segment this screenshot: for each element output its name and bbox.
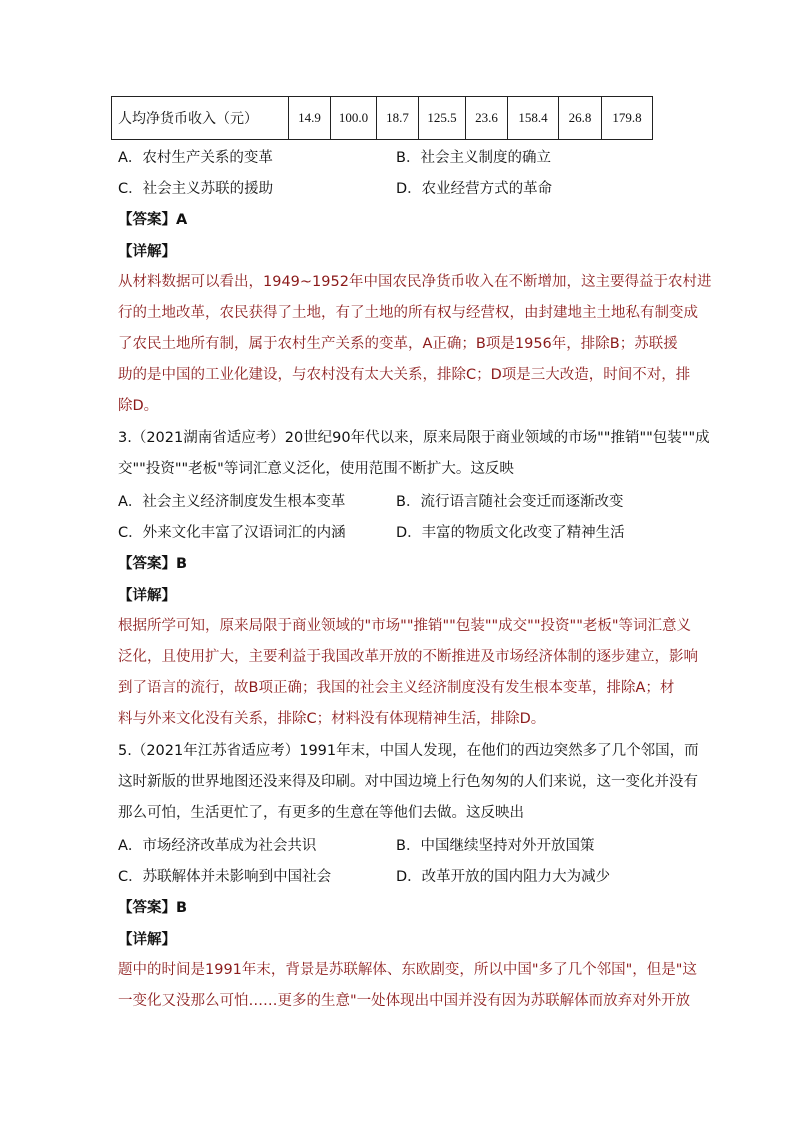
table-cell: 158.4 bbox=[508, 97, 559, 140]
option-a: A．市场经济改革成为社会共识 bbox=[118, 838, 317, 854]
income-table bbox=[111, 96, 653, 140]
explanation-line: 根据所学可知，原来局限于商业领域的"市场""推销""包装""成交""投资""老板"等词汇意义 bbox=[118, 618, 692, 634]
option-c: C．苏联解体并未影响到中国社会 bbox=[118, 869, 332, 885]
answer-label: 【答案】B bbox=[118, 900, 188, 916]
answer-label: 【答案】B bbox=[118, 556, 188, 572]
explanation-line: 从材料数据可以看出，1949~1952年中国农民净货币收入在不断增加，这主要得益于农村进 bbox=[118, 274, 712, 290]
option-a: A．社会主义经济制度发生根本变革 bbox=[118, 494, 346, 510]
question-stem: 3.（2021湖南省适应考）20世纪90年代以来，原来局限于商业领域的市场""推销""包装""成 bbox=[118, 430, 710, 446]
option-c: C．社会主义苏联的援助 bbox=[118, 181, 274, 197]
question-stem: 交""投资""老板"等词汇意义泛化，使用范围不断扩大。这反映 bbox=[118, 461, 514, 477]
detail-label: 【详解】 bbox=[118, 588, 176, 604]
table-cell: 26.8 bbox=[559, 97, 602, 140]
option-b: B．中国继续坚持对外开放国策 bbox=[396, 838, 595, 854]
table-cell: 23.6 bbox=[466, 97, 508, 140]
table-cell: 14.9 bbox=[289, 97, 331, 140]
question-stem: 那么可怕，生活更忙了，有更多的生意在等他们去做。这反映出 bbox=[118, 805, 524, 821]
option-a: A．农村生产关系的变革 bbox=[118, 150, 273, 166]
explanation-line: 一变化又没那么可怕……更多的生意"一处体现出中国并没有因为苏联解体而放弃对外开放 bbox=[118, 993, 691, 1009]
detail-label: 【详解】 bbox=[118, 932, 176, 948]
explanation-line: 除D。 bbox=[118, 398, 159, 414]
option-b: B．流行语言随社会变迁而逐渐改变 bbox=[396, 494, 624, 510]
option-d: D．丰富的物质文化改变了精神生活 bbox=[396, 525, 625, 541]
answer-label: 【答案】A bbox=[118, 212, 188, 228]
option-d: D．改革开放的国内阻力大为减少 bbox=[396, 869, 611, 885]
table-row bbox=[112, 97, 653, 140]
explanation-line: 到了语言的流行，故B项正确；我国的社会主义经济制度没有发生根本变革，排除A；材 bbox=[118, 680, 675, 696]
table-cell: 18.7 bbox=[377, 97, 419, 140]
explanation-line: 了农民土地所有制，属于农村生产关系的变革，A正确；B项是1956年，排除B；苏联援 bbox=[118, 336, 678, 352]
table-row-label: 人均净货币收入（元） bbox=[112, 97, 289, 140]
explanation-line: 题中的时间是1991年末，背景是苏联解体、东欧剧变，所以中国"多了几个邻国"，但是"这 bbox=[118, 962, 697, 978]
table-cell: 179.8 bbox=[602, 97, 653, 140]
detail-label: 【详解】 bbox=[118, 244, 176, 260]
option-c: C．外来文化丰富了汉语词汇的内涵 bbox=[118, 525, 346, 541]
option-d: D．农业经营方式的革命 bbox=[396, 181, 553, 197]
question-stem: 这时新版的世界地图还没来得及印刷。对中国边境上行色匆匆的人们来说，这一变化并没有 bbox=[118, 774, 698, 790]
question-stem: 5.（2021年江苏省适应考）1991年末，中国人发现，在他们的西边突然多了几个邻国，而 bbox=[118, 743, 699, 759]
explanation-line: 助的是中国的工业化建设，与农村没有太大关系，排除C；D项是三大改造，时间不对，排 bbox=[118, 367, 691, 383]
table-cell: 125.5 bbox=[419, 97, 466, 140]
table-cell: 100.0 bbox=[331, 97, 377, 140]
explanation-line: 行的土地改革，农民获得了土地，有了土地的所有权与经营权，由封建地主土地私有制变成 bbox=[118, 305, 698, 321]
explanation-line: 泛化，且使用扩大，主要利益于我国改革开放的不断推进及市场经济体制的逐步建立，影响 bbox=[118, 649, 698, 665]
option-b: B．社会主义制度的确立 bbox=[396, 150, 551, 166]
explanation-line: 料与外来文化没有关系，排除C；材料没有体现精神生活，排除D。 bbox=[118, 711, 546, 727]
